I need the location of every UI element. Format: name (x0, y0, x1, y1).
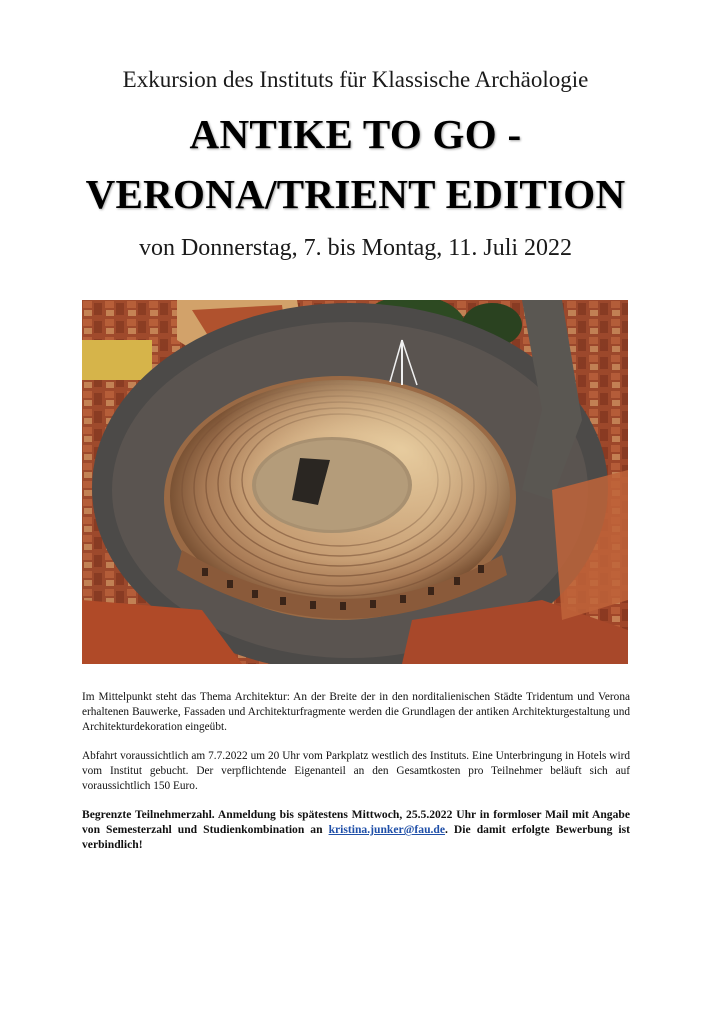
registration-closing-text: . Die damit erfolgte Bewerbung ist verbindlich! (82, 823, 630, 852)
email-link[interactable]: kristina.junker@fau.de (328, 823, 446, 837)
event-dates: von Donnerstag, 7. bis Montag, 11. Juli 2022 (138, 235, 573, 261)
event-subtitle: Exkursion des Instituts für Klassische Archäologie (122, 67, 589, 92)
paragraph-departure: Abfahrt voraussichtlich am 7.7.2022 um 20 Uhr vom Parkplatz westlich des Instituts. Eine Unterbringung in Hotels wird vom Institut gebucht. Der verpflichtende Eigenanteil an den Gesamtkosten pro Teilnehmer beläuft sich auf voraussichtlich 150 Euro. (82, 750, 630, 793)
event-title-line-2: VERONA/TRIENT EDITION (85, 171, 626, 217)
registration-text: Begrenzte Teilnehmerzahl. Anmeldung bis spätestens Mittwoch, 25.5.2022 Uhr in formloser Mail mit Angabe von Semesterzahl und Studienkombination an (82, 808, 630, 837)
paragraph-theme: Im Mittelpunkt steht das Thema Architektur: An der Breite der in den norditalienischen Städte Tridentum und Verona erhaltenen Bauwerke, Fassaden und Architekturfragmente werden die Grundlagen der antiken Architekturgestaltung und Architekturdekoration eingeübt. (82, 691, 630, 734)
arena-photo (82, 300, 628, 664)
paragraph-registration (82, 807, 630, 853)
event-title-line-1: ANTIKE TO GO - (189, 111, 522, 157)
